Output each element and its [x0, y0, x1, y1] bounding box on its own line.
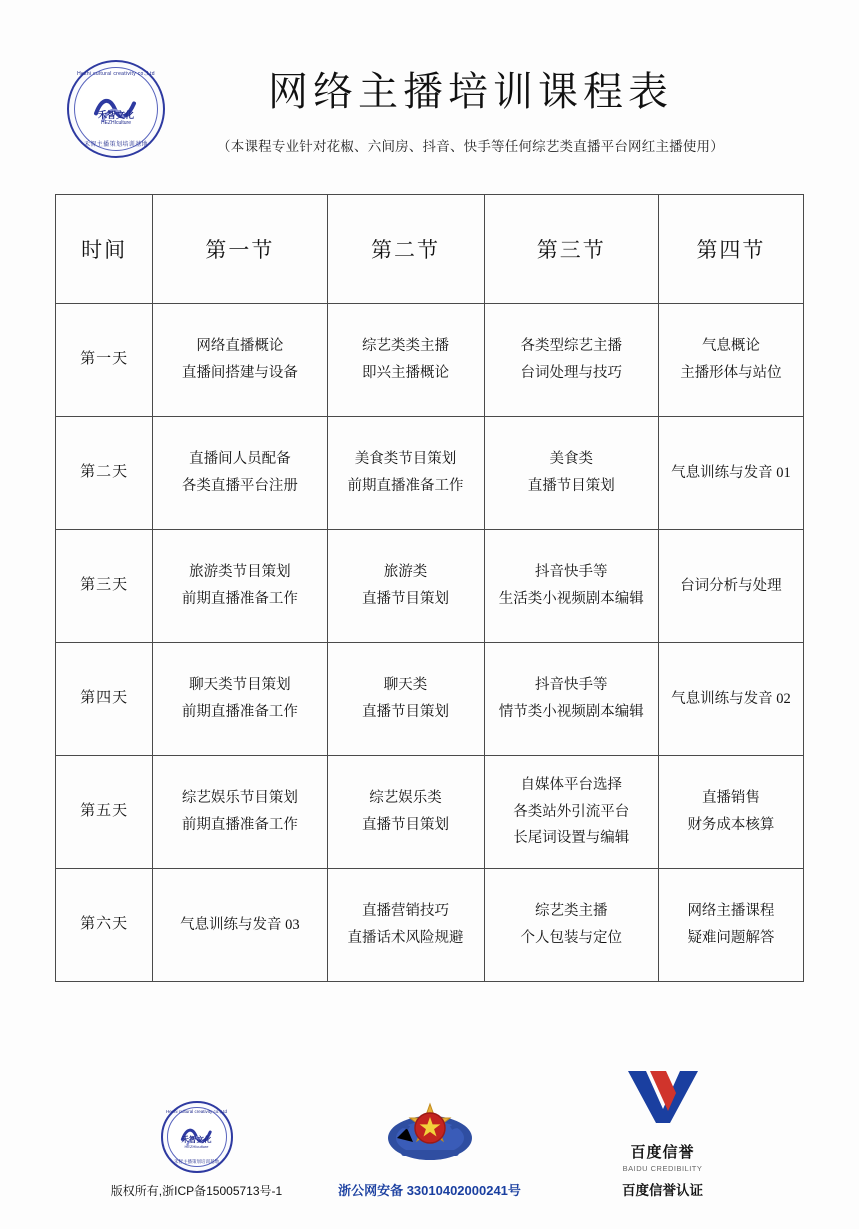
cell-line: 聊天类: [383, 677, 428, 694]
cell-line: 旅游类: [383, 564, 428, 581]
cell-day1-session1: [153, 304, 327, 417]
cell-day1-session4: [658, 304, 803, 417]
row-day-label: 第一天: [56, 304, 153, 417]
table-row: [56, 530, 804, 643]
page-title: 网络主播培训课程表: [268, 69, 673, 114]
cell-line: 台词处理与技巧: [520, 365, 622, 381]
cell-line: 综艺类主播: [534, 903, 608, 920]
document-footer: [0, 1057, 859, 1199]
cell-line: 情节类小视频剧本编辑: [498, 704, 644, 720]
cell-line: 美食类节目策划: [354, 451, 457, 468]
seal-english-top: Hezhi cultural creativity co.,Ltd: [165, 1109, 228, 1114]
row-day-label: 第四天: [56, 643, 153, 756]
table-row: [56, 869, 804, 982]
row-day-label: 第五天: [56, 756, 153, 869]
row-day-label: 第二天: [56, 417, 153, 530]
cell-line: 直播节目策划: [362, 704, 450, 720]
baidu-credibility-sublabel: BAIDU CREDIBILITY: [622, 1164, 703, 1173]
badge-mark: [325, 1096, 535, 1174]
cell-day3-session1: [153, 530, 327, 643]
cell-line: 旅游类节目策划: [189, 564, 291, 581]
seal-company-name: 禾智文化: [181, 1135, 212, 1144]
cell-line: 疑难问题解答: [687, 930, 775, 946]
seal-base-name: 禾智主播策划培训基地: [174, 1159, 219, 1164]
cell-line: 直播销售: [701, 790, 760, 807]
footer-badge-icp: [92, 1098, 302, 1199]
cell-day4-session4: [658, 643, 803, 756]
cell-day6-session4: [658, 869, 803, 982]
cell-day1-session3: [484, 304, 658, 417]
cell-day3-session4: [658, 530, 803, 643]
cell-day3-session3: [484, 530, 658, 643]
cell-line: 气息训练与发音 01: [671, 464, 791, 481]
cell-line: 气息训练与发音 03: [180, 916, 300, 933]
document-header: [0, 0, 859, 158]
cell-day2-session2: [327, 417, 484, 530]
cell-line: 抖音快手等: [534, 677, 608, 694]
cell-day4-session3: [484, 643, 658, 756]
seal-english-top: Hezhi cultural creativity co.,Ltd: [77, 71, 155, 77]
cell-line: 直播营销技巧: [362, 903, 450, 920]
table-row: [56, 417, 804, 530]
column-header-session-2: 第二节: [327, 195, 484, 304]
cell-day5-session3: [484, 756, 658, 869]
cell-line: 各类型综艺主播: [520, 338, 622, 355]
row-day-label: 第三天: [56, 530, 153, 643]
cell-line: 前期直播准备工作: [181, 817, 298, 833]
cell-line: 直播间人员配备: [189, 451, 291, 468]
cell-line: 直播节目策划: [527, 478, 615, 494]
badge-mark: [558, 1057, 768, 1135]
cell-line: 台词分析与处理: [680, 577, 782, 594]
seal-english-mid: HEZHIculture: [100, 120, 131, 126]
column-header-session-3: 第三节: [484, 195, 658, 304]
cell-day6-session2: [327, 869, 484, 982]
cell-day5-session1: [153, 756, 327, 869]
badge-mark: [92, 1098, 302, 1176]
cell-line: 个人包装与定位: [520, 930, 622, 946]
cell-line: 综艺娱乐类: [369, 790, 442, 807]
cell-day3-session2: [327, 530, 484, 643]
cell-line: 财务成本核算: [687, 817, 775, 833]
cell-line: 气息训练与发音 02: [671, 690, 791, 707]
schedule-table: [55, 194, 804, 982]
cell-day6-session1: [153, 869, 327, 982]
column-header-time: 时间: [56, 195, 153, 304]
schedule-table-container: [0, 158, 859, 982]
cell-line: 综艺娱乐节目策划: [181, 790, 298, 807]
cell-line: 抖音快手等: [534, 564, 608, 581]
cell-line: 长尾词设置与编辑: [513, 830, 630, 847]
cell-line: 主播形体与站位: [680, 365, 782, 381]
cell-line: 聊天类节目策划: [189, 677, 291, 694]
table-header-row-group: [56, 195, 804, 304]
cell-day2-session4: [658, 417, 803, 530]
cell-line: 生活类小视频剧本编辑: [498, 591, 644, 607]
police-emblem-icon: [387, 1098, 473, 1172]
cell-line: 网络主播课程: [687, 903, 775, 920]
seal-company-name: 禾智文化: [97, 110, 134, 120]
table-row: [56, 304, 804, 417]
police-registration-text[interactable]: 浙公网安备 33010402000241号: [338, 1183, 521, 1198]
cell-line: 前期直播准备工作: [181, 591, 298, 607]
icp-license-text[interactable]: 版权所有,浙ICP备15005713号-1: [110, 1184, 283, 1198]
cell-day6-session3: [484, 869, 658, 982]
cell-line: 自媒体平台选择: [520, 776, 622, 793]
cell-day2-session3: [484, 417, 658, 530]
cell-line: 各类站外引流平台: [513, 803, 630, 820]
seal-base-name: 禾智主播策划培训基地: [83, 142, 148, 148]
cell-day2-session1: [153, 417, 327, 530]
baidu-credibility-label: 百度信誉: [630, 1144, 695, 1161]
cell-line: 直播节目策划: [362, 591, 450, 607]
seal-english-mid: HEZHIculture: [184, 1144, 209, 1149]
column-header-session-1: 第一节: [153, 195, 327, 304]
cell-line: 直播间搭建与设备: [181, 365, 298, 381]
column-header-session-4: 第四节: [658, 195, 803, 304]
cell-line: 直播节目策划: [362, 817, 450, 833]
footer-badge-police: [325, 1096, 535, 1199]
cell-line: 各类直播平台注册: [181, 478, 298, 494]
cell-line: 前期直播准备工作: [181, 704, 298, 720]
cell-line: 直播话术风险规避: [347, 930, 464, 946]
cell-day5-session4: [658, 756, 803, 869]
baidu-certification-text[interactable]: 百度信誉认证: [622, 1183, 703, 1198]
cell-line: 即兴主播概论: [362, 365, 450, 381]
footer-badge-baidu: [558, 1057, 768, 1199]
cell-day5-session2: [327, 756, 484, 869]
cell-day1-session2: [327, 304, 484, 417]
cell-day4-session2: [327, 643, 484, 756]
company-seal-icon: [161, 1101, 233, 1173]
table-row: [56, 643, 804, 756]
baidu-credibility-icon: [626, 1067, 700, 1125]
title-container: [172, 52, 799, 155]
cell-line: 美食类: [549, 451, 593, 468]
row-day-label: 第六天: [56, 869, 153, 982]
cell-line: 气息概论: [701, 338, 760, 355]
cell-line: 网络直播概论: [196, 338, 284, 355]
company-seal-icon: [67, 60, 165, 158]
table-body: [56, 304, 804, 982]
logo-container: [60, 52, 172, 158]
page-subtitle: （本课程专业针对花椒、六间房、抖音、快手等任何综艺类直播平台网红主播使用）: [217, 139, 724, 154]
cell-day4-session1: [153, 643, 327, 756]
cell-line: 前期直播准备工作: [347, 478, 464, 494]
table-row: [56, 756, 804, 869]
footer-badges: [60, 1057, 799, 1199]
table-header-row: [56, 195, 804, 304]
cell-line: 综艺类类主播: [362, 338, 450, 355]
